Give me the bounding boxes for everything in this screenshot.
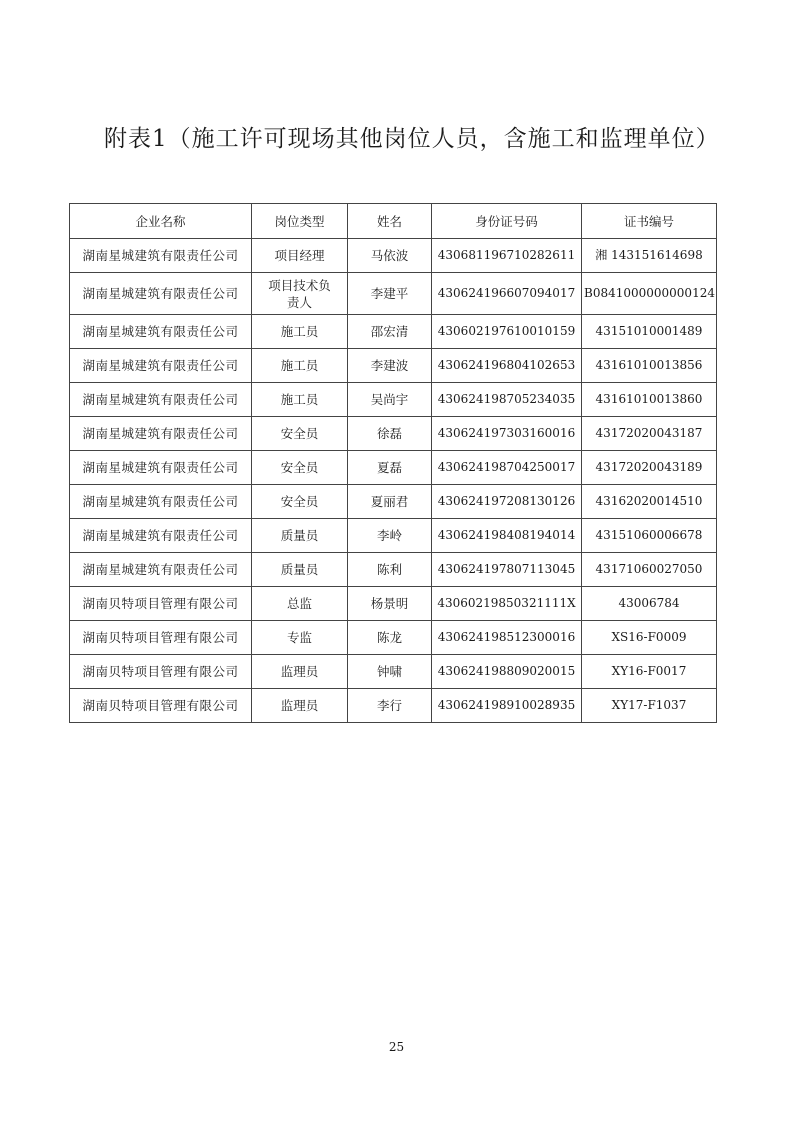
certificate-cell: 43151060006678 bbox=[582, 519, 717, 553]
name-cell: 邵宏清 bbox=[348, 315, 432, 349]
name-cell: 徐磊 bbox=[348, 417, 432, 451]
company-cell: 湖南星城建筑有限责任公司 bbox=[70, 519, 252, 553]
header-name: 姓名 bbox=[348, 204, 432, 239]
role-cell: 项目技术负责人 bbox=[252, 273, 348, 315]
certificate-cell: XY16-F0017 bbox=[582, 655, 717, 689]
certificate-cell: 湘 143151614698 bbox=[582, 239, 717, 273]
staff-table bbox=[69, 203, 717, 723]
id-number-cell: 430624198512300016 bbox=[432, 621, 582, 655]
table-row bbox=[70, 553, 717, 587]
role-cell: 监理员 bbox=[252, 689, 348, 723]
role-cell: 项目经理 bbox=[252, 239, 348, 273]
certificate-cell: 43151010001489 bbox=[582, 315, 717, 349]
table-row bbox=[70, 349, 717, 383]
name-cell: 李建波 bbox=[348, 349, 432, 383]
name-cell: 陈龙 bbox=[348, 621, 432, 655]
company-cell: 湖南星城建筑有限责任公司 bbox=[70, 417, 252, 451]
id-number-cell: 430624198408194014 bbox=[432, 519, 582, 553]
role-cell: 质量员 bbox=[252, 553, 348, 587]
company-cell: 湖南贝特项目管理有限公司 bbox=[70, 689, 252, 723]
role-cell: 质量员 bbox=[252, 519, 348, 553]
table-row bbox=[70, 273, 717, 315]
header-id-number: 身份证号码 bbox=[432, 204, 582, 239]
role-cell: 施工员 bbox=[252, 349, 348, 383]
role-cell: 监理员 bbox=[252, 655, 348, 689]
company-cell: 湖南星城建筑有限责任公司 bbox=[70, 485, 252, 519]
id-number-cell: 430624198910028935 bbox=[432, 689, 582, 723]
name-cell: 李岭 bbox=[348, 519, 432, 553]
certificate-cell: XY17-F1037 bbox=[582, 689, 717, 723]
header-certificate-number: 证书编号 bbox=[582, 204, 717, 239]
id-number-cell: 430624198809020015 bbox=[432, 655, 582, 689]
certificate-cell: B0841000000000124 bbox=[582, 273, 717, 315]
role-cell: 安全员 bbox=[252, 451, 348, 485]
page-title: 附表1（施工许可现场其他岗位人员，含施工和监理单位） bbox=[104, 126, 720, 152]
name-cell: 杨景明 bbox=[348, 587, 432, 621]
id-number-cell: 430624198704250017 bbox=[432, 451, 582, 485]
id-number-cell: 430624196607094017 bbox=[432, 273, 582, 315]
company-cell: 湖南星城建筑有限责任公司 bbox=[70, 451, 252, 485]
role-cell: 专监 bbox=[252, 621, 348, 655]
table-header-row bbox=[70, 204, 717, 239]
id-number-cell: 430624197807113045 bbox=[432, 553, 582, 587]
id-number-cell: 430624196804102653 bbox=[432, 349, 582, 383]
certificate-cell: 43161010013856 bbox=[582, 349, 717, 383]
name-cell: 钟啸 bbox=[348, 655, 432, 689]
id-number-cell: 430602197610010159 bbox=[432, 315, 582, 349]
company-cell: 湖南星城建筑有限责任公司 bbox=[70, 273, 252, 315]
table-row bbox=[70, 417, 717, 451]
role-cell: 安全员 bbox=[252, 417, 348, 451]
table-row bbox=[70, 689, 717, 723]
table-row bbox=[70, 587, 717, 621]
company-cell: 湖南星城建筑有限责任公司 bbox=[70, 349, 252, 383]
certificate-cell: 43171060027050 bbox=[582, 553, 717, 587]
id-number-cell: 43060219850321111X bbox=[432, 587, 582, 621]
role-cell: 施工员 bbox=[252, 383, 348, 417]
name-cell: 马依波 bbox=[348, 239, 432, 273]
table-row bbox=[70, 621, 717, 655]
id-number-cell: 430624198705234035 bbox=[432, 383, 582, 417]
role-cell: 安全员 bbox=[252, 485, 348, 519]
certificate-cell: 43161010013860 bbox=[582, 383, 717, 417]
role-cell: 施工员 bbox=[252, 315, 348, 349]
header-company: 企业名称 bbox=[70, 204, 252, 239]
header-role: 岗位类型 bbox=[252, 204, 348, 239]
name-cell: 李行 bbox=[348, 689, 432, 723]
name-cell: 夏丽君 bbox=[348, 485, 432, 519]
certificate-cell: 43172020043187 bbox=[582, 417, 717, 451]
company-cell: 湖南星城建筑有限责任公司 bbox=[70, 383, 252, 417]
name-cell: 李建平 bbox=[348, 273, 432, 315]
name-cell: 夏磊 bbox=[348, 451, 432, 485]
page-number: 25 bbox=[388, 1040, 405, 1054]
company-cell: 湖南星城建筑有限责任公司 bbox=[70, 239, 252, 273]
certificate-cell: 43172020043189 bbox=[582, 451, 717, 485]
role-cell: 总监 bbox=[252, 587, 348, 621]
id-number-cell: 430681196710282611 bbox=[432, 239, 582, 273]
name-cell: 吴尚宇 bbox=[348, 383, 432, 417]
table-row bbox=[70, 655, 717, 689]
table-row bbox=[70, 315, 717, 349]
company-cell: 湖南星城建筑有限责任公司 bbox=[70, 315, 252, 349]
company-cell: 湖南贝特项目管理有限公司 bbox=[70, 621, 252, 655]
certificate-cell: 43006784 bbox=[582, 587, 717, 621]
table-row bbox=[70, 485, 717, 519]
company-cell: 湖南贝特项目管理有限公司 bbox=[70, 655, 252, 689]
table-row bbox=[70, 451, 717, 485]
certificate-cell: XS16-F0009 bbox=[582, 621, 717, 655]
table-row bbox=[70, 519, 717, 553]
id-number-cell: 430624197208130126 bbox=[432, 485, 582, 519]
company-cell: 湖南贝特项目管理有限公司 bbox=[70, 587, 252, 621]
name-cell: 陈利 bbox=[348, 553, 432, 587]
company-cell: 湖南星城建筑有限责任公司 bbox=[70, 553, 252, 587]
certificate-cell: 43162020014510 bbox=[582, 485, 717, 519]
id-number-cell: 430624197303160016 bbox=[432, 417, 582, 451]
table-row bbox=[70, 383, 717, 417]
table-row bbox=[70, 239, 717, 273]
